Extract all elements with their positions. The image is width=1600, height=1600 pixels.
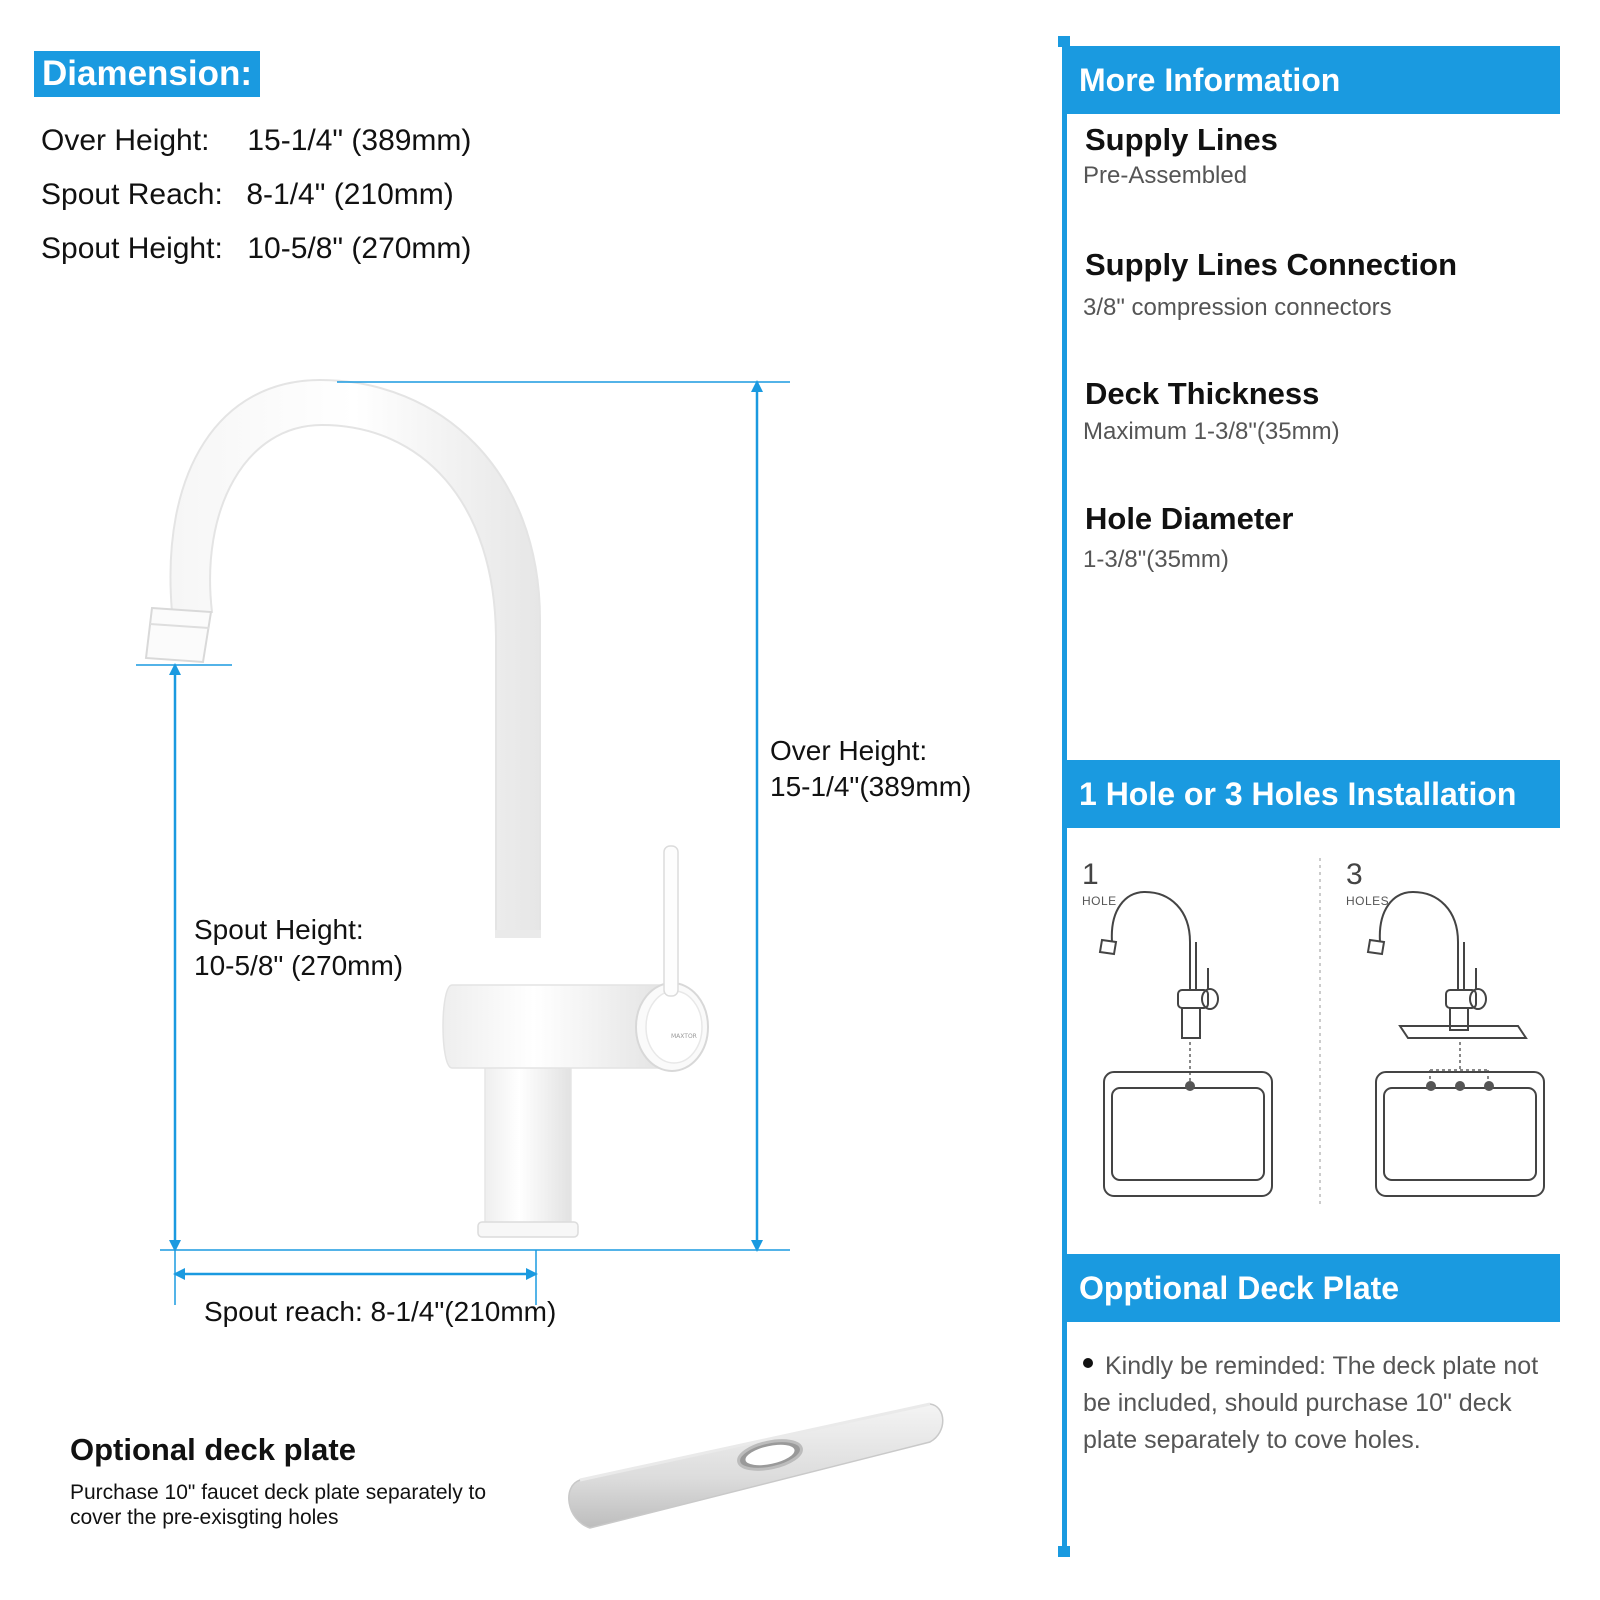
annotation-value: 15-1/4"(389mm) <box>770 771 972 802</box>
dimension-value: 8-1/4" (210mm) <box>246 178 454 211</box>
deck-plate-note <box>1083 1348 1553 1459</box>
deck-plate-title: Optional deck plate <box>70 1432 356 1467</box>
dimension-guides <box>136 380 790 1305</box>
info-value-hole-diameter: 1-3/8"(35mm) <box>1083 546 1229 573</box>
one-hole-diagram <box>1100 892 1272 1196</box>
faucet-body <box>443 846 708 1237</box>
three-holes-diagram <box>1368 892 1544 1196</box>
info-title-supply-lines: Supply Lines <box>1085 122 1278 157</box>
installation-diagrams <box>1070 850 1560 1210</box>
more-information-header: More Information <box>1067 46 1560 114</box>
info-title-hole-diameter: Hole Diameter <box>1085 501 1294 536</box>
bullet-icon <box>1083 1358 1093 1368</box>
annotation-label: Spout Height: <box>194 914 364 945</box>
one-hole-number: 1 <box>1082 858 1099 891</box>
one-hole-caption: HOLE <box>1082 894 1117 908</box>
installation-header: 1 Hole or 3 Holes Installation <box>1067 760 1560 828</box>
info-title-deck-thickness: Deck Thickness <box>1085 376 1320 411</box>
optional-deck-plate-header: Opptional Deck Plate <box>1067 1254 1560 1322</box>
annotation-value: 10-5/8" (270mm) <box>194 950 404 981</box>
info-value-supply-lines: Pre-Assembled <box>1083 162 1248 189</box>
dimension-label: Over Height: <box>41 124 210 157</box>
over-height-annotation <box>770 733 971 805</box>
three-holes-caption: HOLES <box>1346 894 1390 908</box>
three-holes-number: 3 <box>1346 858 1363 891</box>
annotation-label: Over Height: <box>770 735 928 766</box>
spout-height-annotation <box>194 912 403 984</box>
spout-reach-annotation: Spout reach: 8-1/4"(210mm) <box>204 1296 557 1327</box>
brand-mark: MAXTOR <box>671 1033 697 1040</box>
deck-plate-note-text: Kindly be reminded: The deck plate not be included, should purchase 10" deck plate separately to cove holes. <box>1083 1352 1539 1454</box>
info-value-supply-lines-connection: 3/8" compression connectors <box>1083 294 1392 321</box>
deck-plate-image <box>569 1404 943 1528</box>
faucet-spout <box>146 380 541 938</box>
dimension-value: 10-5/8" (270mm) <box>247 232 472 265</box>
info-value-deck-thickness: Maximum 1-3/8"(35mm) <box>1083 418 1340 445</box>
info-title-supply-lines-connection: Supply Lines Connection <box>1085 247 1458 282</box>
deck-plate-description: Purchase 10" faucet deck plate separately to cover the pre-exisgting holes <box>70 1481 487 1529</box>
dimension-value: 15-1/4" (389mm) <box>247 124 472 157</box>
dimension-heading: Diamension: <box>34 51 260 97</box>
dimension-label: Spout Reach: <box>41 178 223 211</box>
divider-cap <box>1058 1546 1070 1557</box>
dimension-label: Spout Height: <box>41 232 223 265</box>
